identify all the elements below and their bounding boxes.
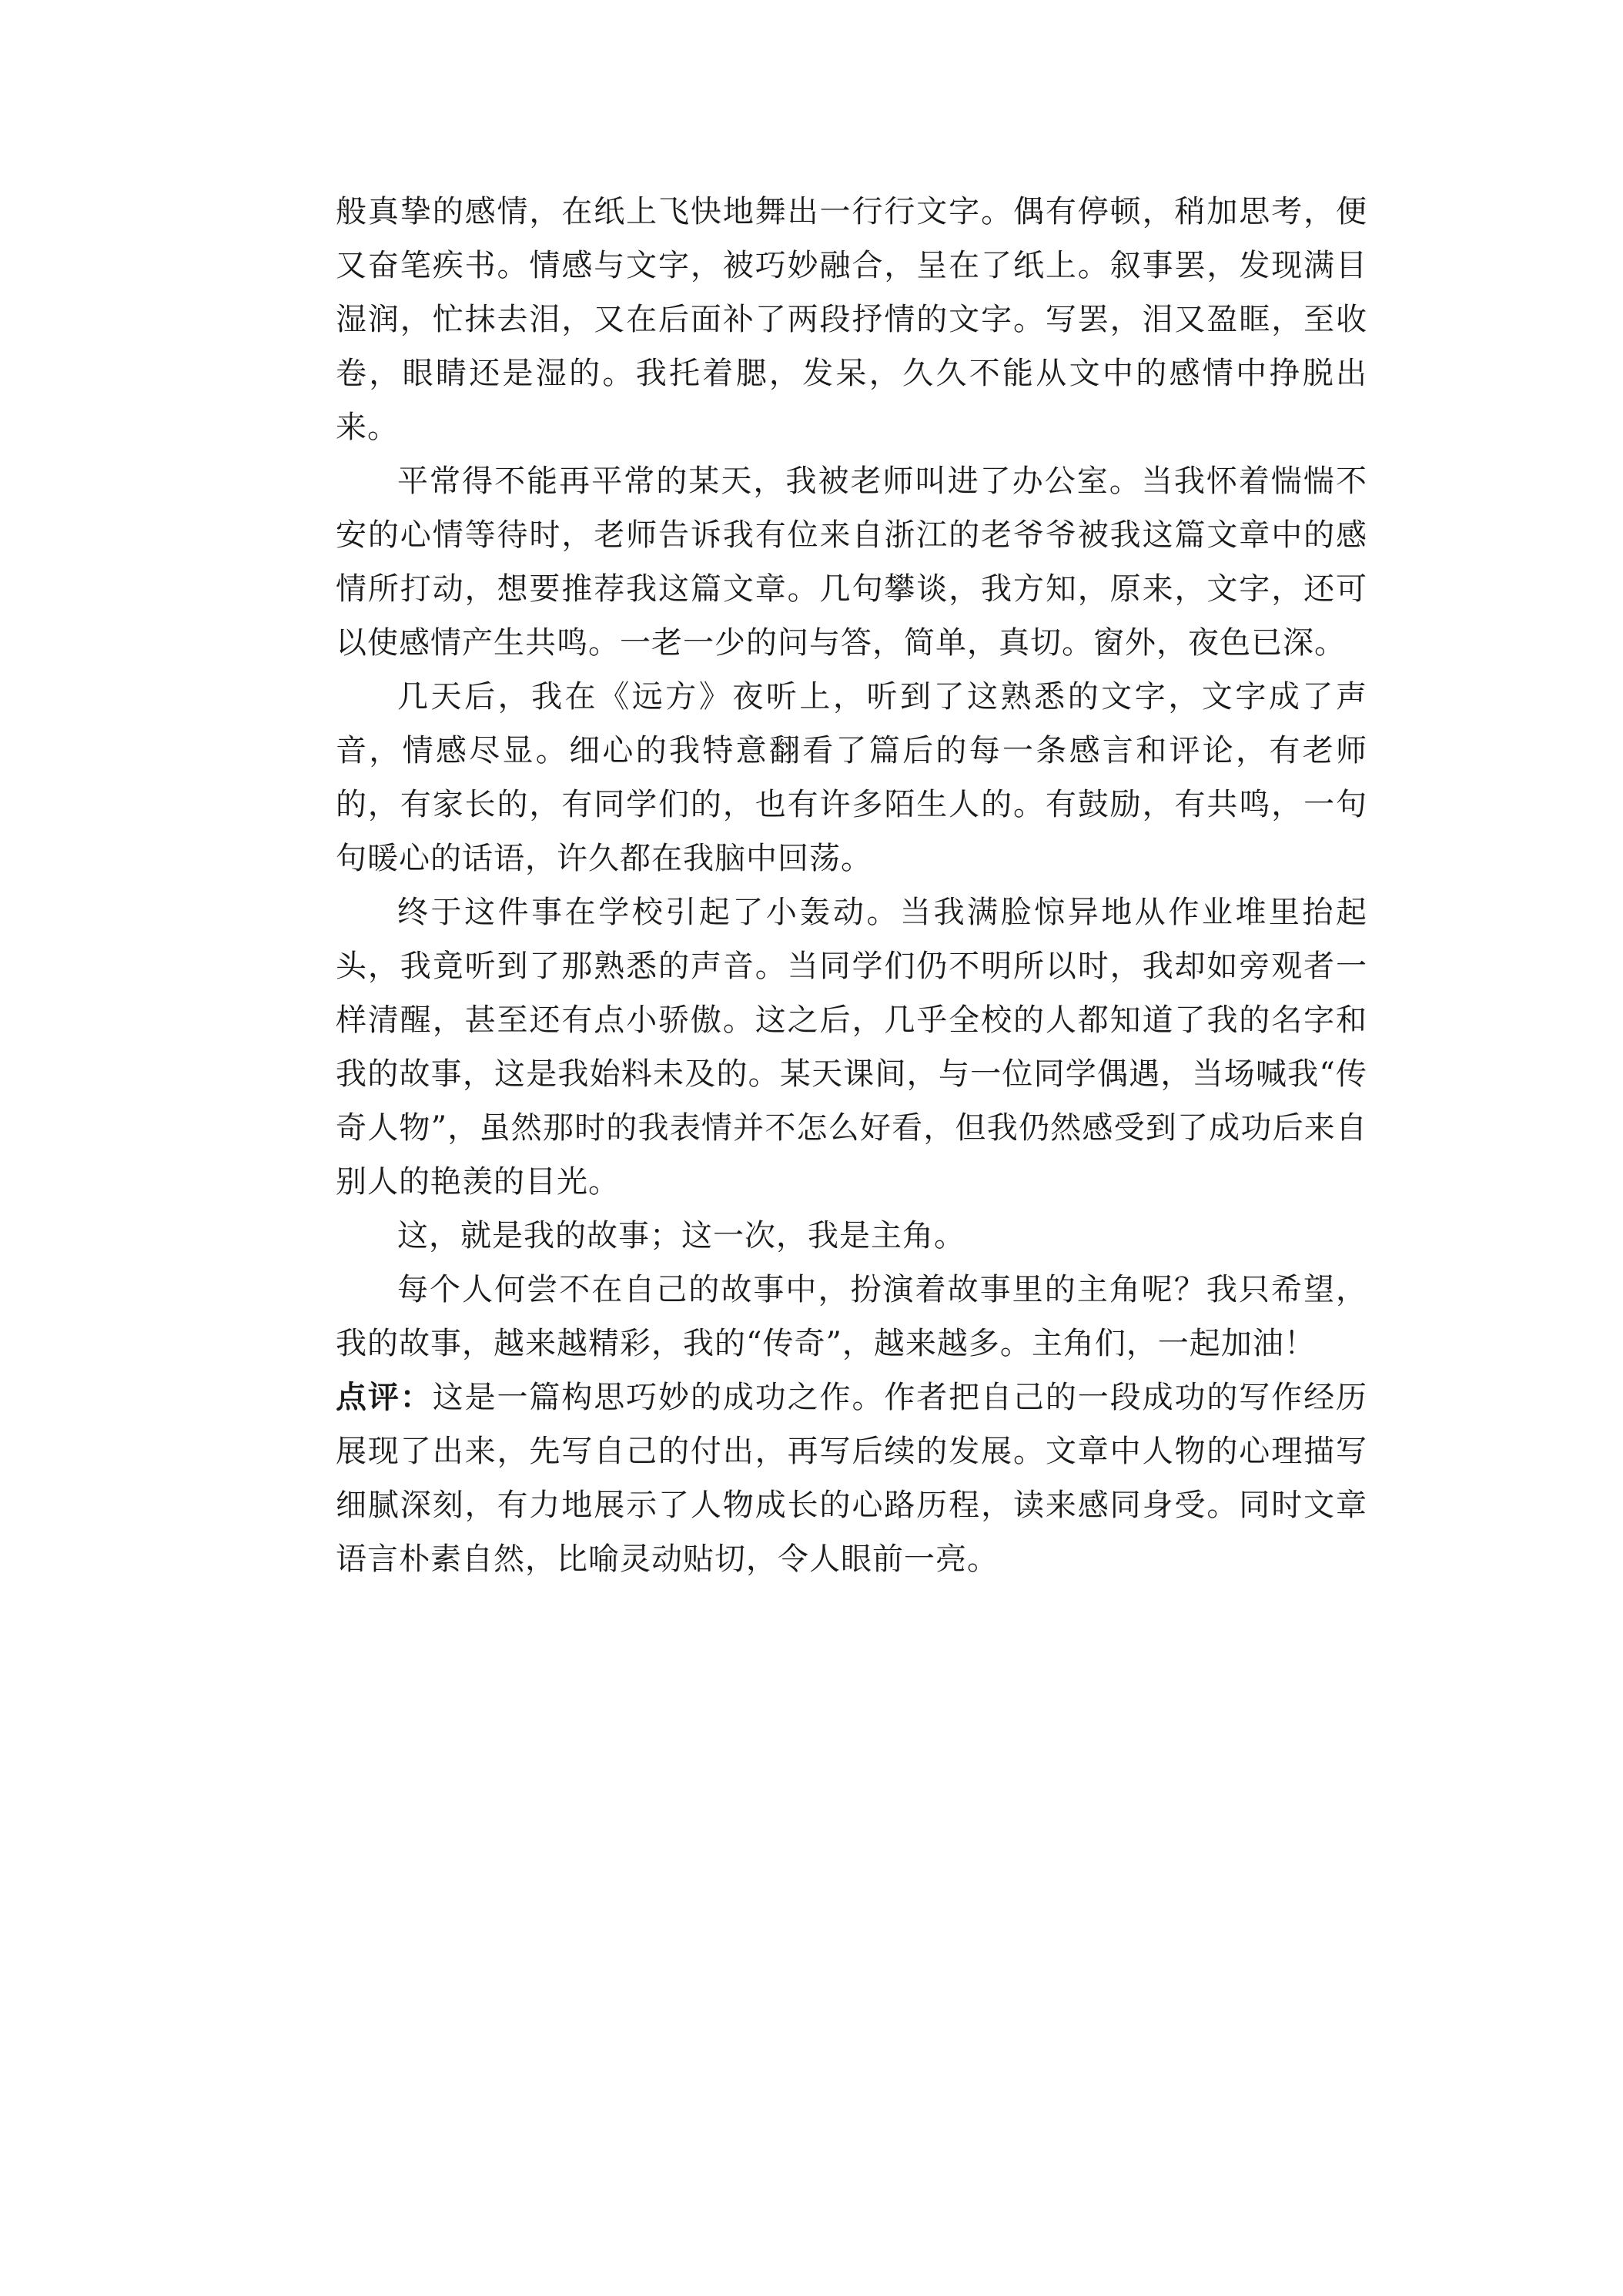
paragraph-3: 几天后，我在《远方》夜听上，听到了这熟悉的文字，文字成了声音，情感尽显。细心的我特意翻看了篇后的每一条感言和评论，有老师的，有家长的，有同学们的，也有许多陌生人的。有鼓励，有共鸣，一句句暖心的话语，许久都在我脑中回荡。 <box>336 679 1367 876</box>
paragraph-1: 般真挚的感情，在纸上飞快地舞出一行行文字。偶有停顿，稍加思考，便又奋笔疾书。情感与文字，被巧妙融合，呈在了纸上。叙事罢，发现满目湿润，忙抹去泪，又在后面补了两段抒情的文字。写罢，泪又盈眶，至收卷，眼睛还是湿的。我托着腮，发呆，久久不能从文中的感情中挣脱出来。 <box>336 194 1367 445</box>
comment-label: 点评： <box>336 1380 433 1415</box>
comment-paragraph <box>336 1371 1367 1586</box>
paragraph-4: 终于这件事在学校引起了小轰动。当我满脸惊异地从作业堆里抬起头，我竟听到了那熟悉的声音。当同学们仍不明所以时，我却如旁观者一样清醒，甚至还有点小骄傲。这之后，几乎全校的人都知道了我的名字和我的故事，这是我始料未及的。某天课间，与一位同学偶遇，当场喊我“传奇人物”，虽然那时的我表情并不怎么好看，但我仍然感受到了成功后来自别人的艳羡的目光。 <box>336 895 1367 1200</box>
paragraph-6: 每个人何尝不在自己的故事中，扮演着故事里的主角呢？我只希望，我的故事，越来越精彩，我的“传奇”，越来越多。主角们，一起加油！ <box>336 1272 1367 1361</box>
article-body <box>336 185 1367 1586</box>
comment-text: 这是一篇构思巧妙的成功之作。作者把自己的一段成功的写作经历展现了出来，先写自己的付出，再写后续的发展。文章中人物的心理描写细腻深刻，有力地展示了人物成长的心路历程，读来感同身受。同时文章语言朴素自然，比喻灵动贴切，令人眼前一亮。 <box>336 1380 1368 1577</box>
paragraph-5: 这，就是我的故事；这一次，我是主角。 <box>397 1218 965 1253</box>
paragraph-2: 平常得不能再平常的某天，我被老师叫进了办公室。当我怀着惴惴不安的心情等待时，老师告诉我有位来自浙江的老爷爷被我这篇文章中的感情所打动，想要推荐我这篇文章。几句攀谈，我方知，原来，文字，还可以使感情产生共鸣。一老一少的问与答，简单，真切。窗外，夜色已深。 <box>336 464 1367 661</box>
